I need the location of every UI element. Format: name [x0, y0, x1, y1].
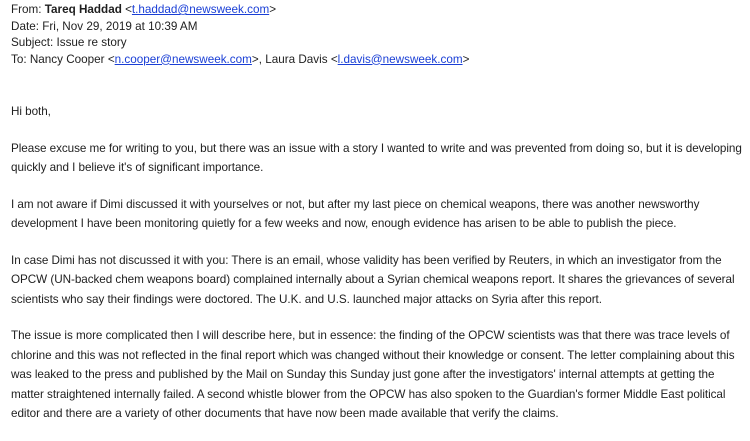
body-paragraph: I am not aware if Dimi discussed it with yourselves or not, but after my last piece on chemical weapons, there was another newsworthy development I have been monitoring quietly for a few weeks and now, enough evidence has arisen to be able to publish the piece. [11, 197, 700, 230]
sender-email-link[interactable]: t.haddad@newsweek.com [131, 3, 270, 16]
email-close-bracket: > [269, 3, 277, 16]
to-line [11, 52, 746, 69]
recipient-email-link[interactable]: n.cooper@newsweek.com [114, 52, 252, 66]
subject-label: Subject: [11, 36, 54, 49]
recipient-name: Laura Davis [265, 52, 328, 66]
email-body [11, 102, 746, 424]
from-line [11, 2, 746, 19]
body-paragraph: In case Dimi has not discussed it with you: There is an email, whose validity has been verified by Reuters, in which an investigator from the OPCW (UN-backed chem weapons board) complained internally about a Syrian chemical weapons report. It shares the grievances of several scientists who say their findings were doctored. The U.K. and U.S. launched major attacks on Syria after this report. [11, 253, 735, 306]
date-label: Date: [11, 19, 39, 33]
from-label: From: [11, 3, 42, 16]
email-close-bracket: > [462, 52, 470, 66]
email-message [11, 0, 746, 441]
email-open-bracket: < [330, 52, 338, 66]
sender-name: Tareq Haddad [44, 3, 122, 16]
email-header [11, 0, 746, 68]
recipient-email-link[interactable]: l.davis@newsweek.com [337, 52, 463, 66]
subject-line [11, 35, 746, 52]
date-line [11, 19, 746, 36]
greeting: Hi both, [11, 105, 51, 118]
email-close-bracket: > [251, 52, 259, 66]
subject-value: Issue re story [56, 36, 127, 49]
body-paragraph: The issue is more complicated then I will describe here, but in essence: the finding of the OPCW scientists was that there was trace levels of chlorine and this was not reflected in the final report which was changed without their knowledge or consent. The letter complaining about this was leaked to the press and published by the Mail on Sunday this Sunday just gone after the investigators' internal attempts at getting the matter straightened internally failed. A second whistle blower from the OPCW has also spoken to the Guardian's former Middle East political editor and there are a variety of other documents that have now been made available that verify the claims. [11, 329, 735, 420]
recipient-name: Nancy Cooper [29, 52, 105, 66]
email-open-bracket: < [125, 3, 132, 16]
date-value: Fri, Nov 29, 2019 at 10:39 AM [42, 19, 198, 33]
to-label: To: [11, 52, 27, 66]
body-paragraph: Please excuse me for writing to you, but there was an issue with a story I wanted to write and was prevented from doing so, but it is developing quickly and I believe it's of significant importance. [11, 141, 742, 174]
email-open-bracket: < [107, 52, 115, 66]
recipient-separator: , [258, 52, 266, 66]
